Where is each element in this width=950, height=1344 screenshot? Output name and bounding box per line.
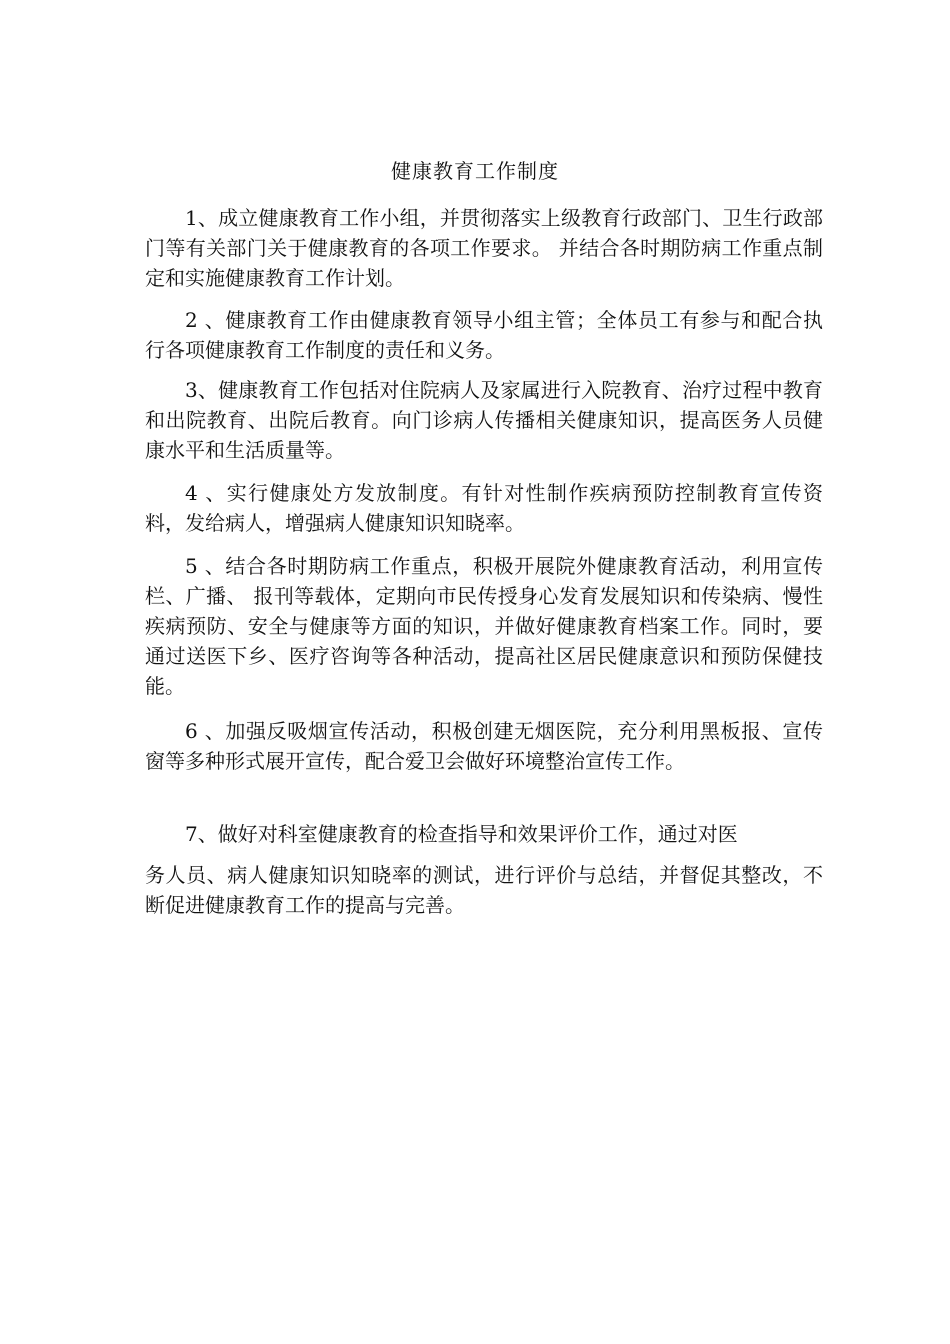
paragraph-5: 5 、结合各时期防病工作重点，积极开展院外健康教育活动，利用宣传栏、广播、 报刊等载体，定期向市民传授身心发育发展知识和传染病、慢性疾病预防、安全与健康等方面的知识，并做好健康教育档案工作。同时，要通过送医下乡、医疗咨询等各种活动，提高社区居民健康意识和预防保健技能。 (145, 554, 823, 698)
paragraph-2: 2 、健康教育工作由健康教育领导小组主管；全体员工有参与和配合执行各项健康教育工作制度的责任和义务。 (145, 308, 823, 362)
document-title: 健康教育工作制度 (391, 159, 559, 183)
paragraph-4: 4 、实行健康处方发放制度。有针对性制作疾病预防控制教育宣传资料，发给病人，增强病人健康知识知晓率。 (145, 481, 823, 535)
paragraph-6: 6 、加强反吸烟宣传活动，积极创建无烟医院，充分利用黑板报、宣传窗等多种形式展开宣传，配合爱卫会做好环境整治宣传工作。 (145, 719, 823, 773)
paragraph-7: 7、做好对科室健康教育的检查指导和效果评价工作，通过对医 (185, 822, 738, 846)
paragraph-7-continued: 务人员、病人健康知识知晓率的测试，进行评价与总结，并督促其整改，不断促进健康教育工作的提高与完善。 (145, 863, 823, 917)
paragraph-3: 3、健康教育工作包括对住院病人及家属进行入院教育、治疗过程中教育和出院教育、出院后教育。向门诊病人传播相关健康知识，提高医务人员健康水平和生活质量等。 (145, 378, 823, 462)
paragraph-1: 1、成立健康教育工作小组，并贯彻落实上级教育行政部门、卫生行政部门等有关部门关于健康教育的各项工作要求。 并结合各时期防病工作重点制定和实施健康教育工作计划。 (145, 206, 823, 290)
